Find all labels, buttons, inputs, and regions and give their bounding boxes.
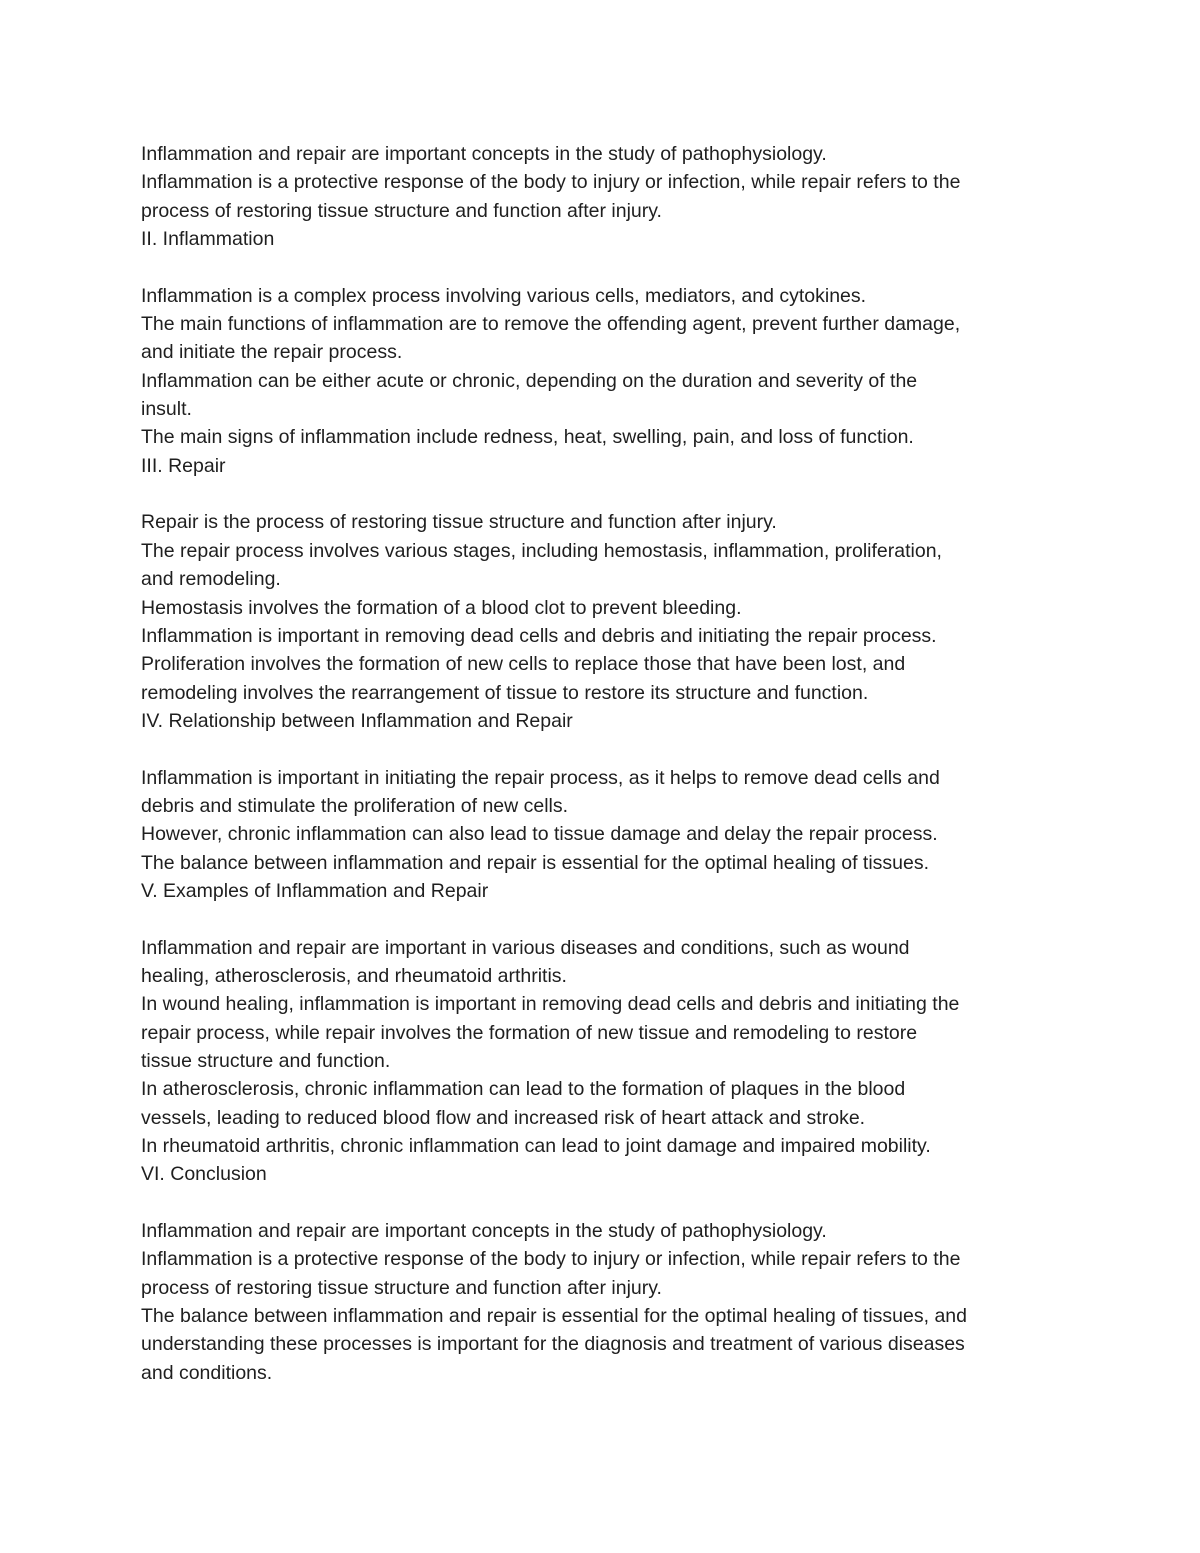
text-line: Inflammation is a protective response of the body to injury or infection, while repair refers to the bbox=[141, 1248, 961, 1271]
text-line: The repair process involves various stages, including hemostasis, inflammation, proliferation, bbox=[141, 539, 942, 562]
text-line: Inflammation can be either acute or chronic, depending on the duration and severity of the bbox=[141, 369, 918, 392]
text-line: Inflammation is a complex process involving various cells, mediators, and cytokines. bbox=[141, 284, 867, 307]
text-line: Inflammation is important in removing dead cells and debris and initiating the repair process. bbox=[141, 624, 937, 647]
text-line: insult. bbox=[141, 398, 192, 421]
section-heading: V. Examples of Inflammation and Repair bbox=[141, 879, 489, 902]
text-line: and conditions. bbox=[141, 1361, 273, 1384]
text-line: Inflammation and repair are important concepts in the study of pathophysiology. bbox=[141, 143, 827, 165]
section-heading: III. Repair bbox=[141, 454, 226, 477]
text-line: The balance between inflammation and repair is essential for the optimal healing of tissues. bbox=[141, 851, 930, 874]
blank-line bbox=[141, 735, 1071, 763]
text-line: Inflammation and repair are important in various diseases and conditions, such as wound bbox=[141, 936, 910, 959]
text-line: Hemostasis involves the formation of a blood clot to prevent bleeding. bbox=[141, 596, 742, 619]
blank-line bbox=[141, 1189, 1071, 1217]
text-line: Repair is the process of restoring tissue structure and function after injury. bbox=[141, 511, 777, 534]
section-heading: IV. Relationship between Inflammation and Repair bbox=[141, 709, 573, 732]
text-line: Inflammation is a protective response of the body to injury or infection, while repair refers to the bbox=[141, 171, 961, 194]
text-line: Inflammation and repair are important concepts in the study of pathophysiology. bbox=[141, 1220, 827, 1243]
blank-line bbox=[141, 253, 1071, 281]
text-line: and remodeling. bbox=[141, 568, 281, 591]
text-line: process of restoring tissue structure and function after injury. bbox=[141, 199, 662, 222]
document-page bbox=[141, 140, 1071, 1387]
blank-line bbox=[141, 480, 1071, 508]
text-line: debris and stimulate the proliferation of new cells. bbox=[141, 794, 569, 817]
text-line: repair process, while repair involves the formation of new tissue and remodeling to restore bbox=[141, 1021, 918, 1044]
text-line: In wound healing, inflammation is important in removing dead cells and debris and initiating the bbox=[141, 993, 960, 1016]
text-line: and initiate the repair process. bbox=[141, 341, 403, 364]
section-heading: VI. Conclusion bbox=[141, 1163, 267, 1186]
section-heading: II. Inflammation bbox=[141, 228, 275, 251]
text-line: The main signs of inflammation include redness, heat, swelling, pain, and loss of function. bbox=[141, 426, 914, 449]
text-line: process of restoring tissue structure and function after injury. bbox=[141, 1276, 662, 1299]
text-line: Inflammation is important in initiating the repair process, as it helps to remove dead cells and bbox=[141, 766, 940, 789]
text-line: Proliferation involves the formation of new cells to replace those that have been lost, and bbox=[141, 653, 906, 676]
text-line: In atherosclerosis, chronic inflammation can lead to the formation of plaques in the blood bbox=[141, 1078, 906, 1101]
text-line: healing, atherosclerosis, and rheumatoid arthritis. bbox=[141, 964, 567, 987]
text-line: vessels, leading to reduced blood flow and increased risk of heart attack and stroke. bbox=[141, 1106, 866, 1129]
blank-line bbox=[141, 905, 1071, 933]
text-line: tissue structure and function. bbox=[141, 1050, 391, 1072]
text-line: In rheumatoid arthritis, chronic inflammation can lead to joint damage and impaired mobility. bbox=[141, 1135, 931, 1158]
text-line: The main functions of inflammation are to remove the offending agent, prevent further damage, bbox=[141, 313, 961, 336]
text-line: remodeling involves the rearrangement of tissue to restore its structure and function. bbox=[141, 681, 869, 704]
text-line: understanding these processes is important for the diagnosis and treatment of various diseases bbox=[141, 1333, 965, 1356]
text-line: However, chronic inflammation can also lead to tissue damage and delay the repair process. bbox=[141, 823, 938, 846]
text-line: The balance between inflammation and repair is essential for the optimal healing of tissues, and bbox=[141, 1305, 967, 1328]
